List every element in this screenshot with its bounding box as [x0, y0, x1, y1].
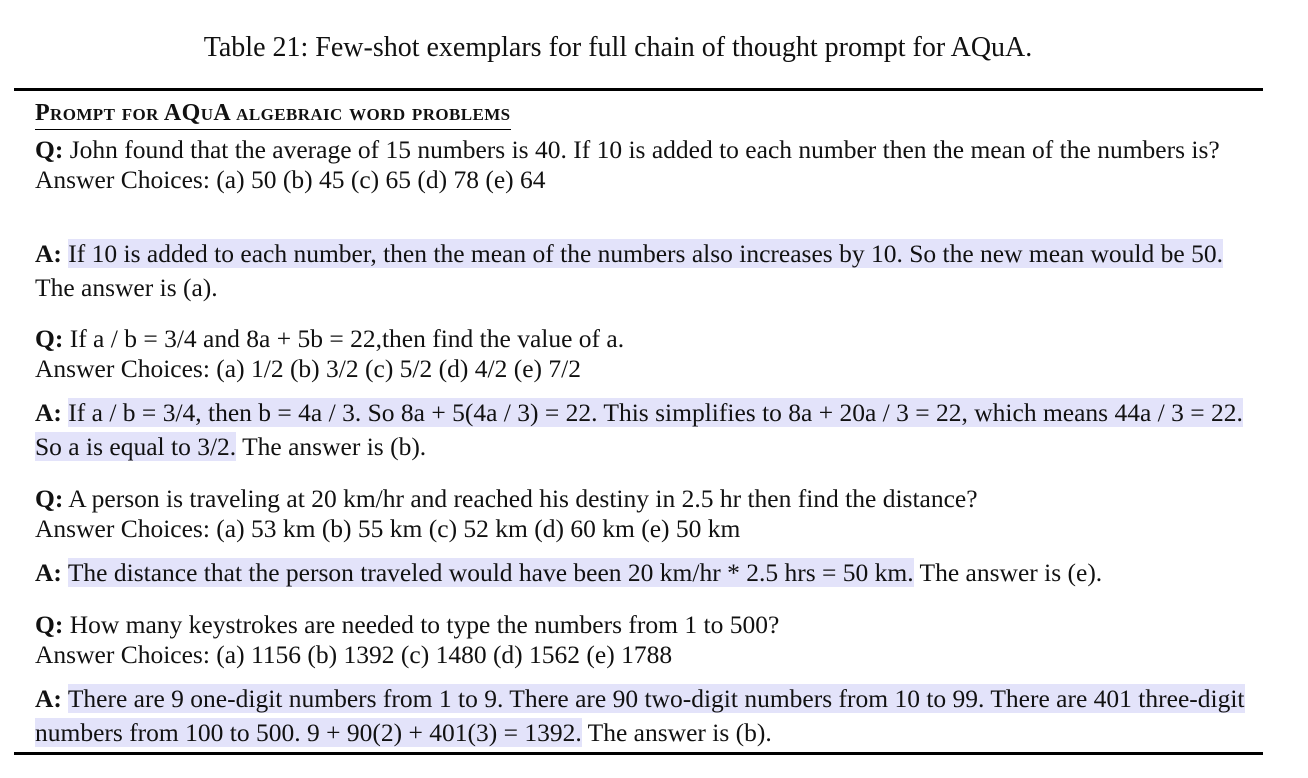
prompt-heading: Prompt for AQuA algebraic word problems: [35, 98, 511, 130]
table-caption: Table 21: Few-shot exemplars for full chain of thought prompt for AQuA.: [203, 32, 1033, 63]
highlighted-reasoning: If 10 is added to each number, then the mean of the numbers also increases by 10. So the new mean would be 50.: [68, 239, 1223, 268]
answer-block: [35, 396, 1247, 464]
top-rule: [14, 88, 1263, 91]
answer-block: [35, 682, 1247, 750]
highlighted-reasoning: If a / b = 3/4, then b = 4a / 3. So 8a + 5(4a / 3) = 22. This simplifies to 8a + 20a / 3 = 22, which means 44a / 3 = 22. So a is equal to 3/2.: [35, 398, 1243, 461]
answer-choices: Answer Choices: (a) 1156 (b) 1392 (c) 1480 (d) 1562 (e) 1788: [35, 640, 673, 669]
highlighted-reasoning: The distance that the person traveled would have been 20 km/hr * 2.5 hrs = 50 km.: [67, 558, 914, 587]
answer-label: A:: [35, 239, 62, 268]
answer-label: A:: [35, 684, 62, 713]
answer-label: A:: [35, 558, 62, 587]
question-label: Q:: [35, 135, 64, 164]
question-block: [35, 134, 1247, 195]
question-text: A person is traveling at 20 km/hr and reached his destiny in 2.5 hr then find the distance?: [68, 484, 978, 513]
answer-block: [35, 237, 1247, 305]
answer-choices: Answer Choices: (a) 53 km (b) 55 km (c) 52 km (d) 60 km (e) 50 km: [35, 514, 741, 543]
question-block: [35, 609, 1247, 670]
final-answer: The answer is (a).: [35, 273, 218, 302]
question-label: Q:: [35, 610, 64, 639]
question-text: If a / b = 3/4 and 8a + 5b = 22,then find the value of a.: [69, 324, 625, 353]
answer-label: A:: [35, 398, 62, 427]
question-block: [35, 323, 1247, 384]
question-text: How many keystrokes are needed to type the numbers from 1 to 500?: [69, 610, 780, 639]
question-block: [35, 483, 1247, 544]
question-text: John found that the average of 15 numbers is 40. If 10 is added to each number then the mean of the numbers is?: [69, 135, 1220, 164]
final-answer: The answer is (b).: [587, 718, 772, 747]
bottom-rule: [14, 752, 1263, 755]
question-label: Q:: [35, 484, 64, 513]
final-answer: The answer is (e).: [919, 558, 1103, 587]
answer-block: [35, 556, 1247, 590]
question-label: Q:: [35, 324, 64, 353]
answer-choices: Answer Choices: (a) 50 (b) 45 (c) 65 (d) 78 (e) 64: [35, 165, 546, 194]
answer-choices: Answer Choices: (a) 1/2 (b) 3/2 (c) 5/2 (d) 4/2 (e) 7/2: [35, 354, 581, 383]
highlighted-reasoning: There are 9 one-digit numbers from 1 to 9. There are 90 two-digit numbers from 10 to 99. There are 401 three-digit numbers from 100 to 500. 9 + 90(2) + 401(3) = 1392.: [35, 684, 1245, 747]
final-answer: The answer is (b).: [242, 432, 427, 461]
